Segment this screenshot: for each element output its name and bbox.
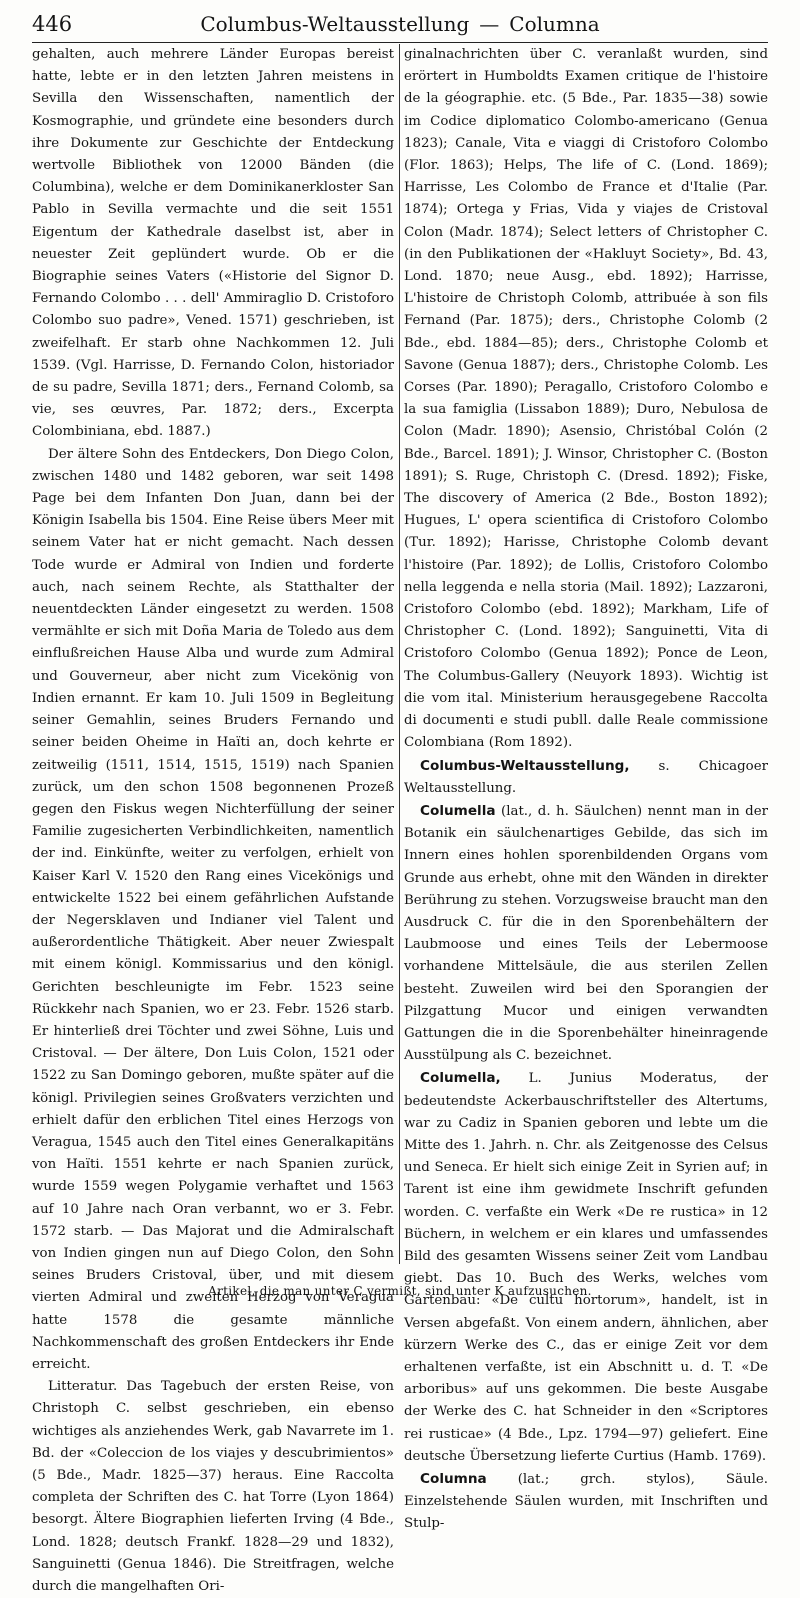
right-column	[404, 44, 768, 1536]
headword-columna: Columna	[420, 1471, 487, 1487]
title-dash: —	[479, 12, 500, 36]
entry-columna	[404, 1468, 768, 1536]
entry-columbus-weltausstellung	[404, 755, 768, 800]
entry-text-columella-author: L. Junius Moderatus, der bedeutendste Ackerbauschriftsteller des Altertums, war zu Cadiz in Spanien geboren und lebte um die Mitte des 1. Jahrh. n. Chr. als Zeitgenosse des Celsus und Seneca. Er hielt sich einige Zeit in Syrien auf; in Tarent ist eine ihm gewidmete Inschrift gefunden worden. C. verfaßte ein Werk «De re rustica» in 12 Büchern, in welchem er ein klares und umfassendes Bild des gesamten Wissens seiner Zeit vom Landbau giebt. Das 10. Buch des Werks, welches vom Gartenbau: «De cultu hortorum», handelt, ist in Versen abgefaßt. Von einem andern, ähnlichen, aber kürzern Werke des C., das er einige Zeit vor dem erhaltenen verfaßte, ist ein Abschnitt u. d. T. «De arboribus» auf uns gekommen. Die beste Ausgabe der Werke des C. hat Schneider in den «Scriptores rei rusticae» (4 Bde., Lpz. 1794—97) geliefert. Eine deutsche Übersetzung lieferte Curtius (Hamb. 1769).	[404, 1071, 768, 1464]
entry-text-columella-botany: (lat., d. h. Säulchen) nennt man in der Botanik ein säulchenartiges Gebilde, das sich im Innern eines hohlen sporenbildenden Organs vom Grunde aus erhebt, ohne mit den Wänden in direkter Berührung zu stehen. Vorzugsweise braucht man den Ausdruck C. für die in den Sporenbehältern der Laubmoose und eines Teils der Lebermoose vorhandene Mittelsäule, die aus sterilen Zellen besteht. Zuweilen wird bei den Sporangien der Pilzgattung Mucor und einigen verwandten Gattungen die in die Sporenbehälter hineinragende Ausstülpung als C. bezeichnet.	[404, 803, 768, 1064]
paragraph-diego-colon: Der ältere Sohn des Entdeckers, Don Diego Colon, zwischen 1480 und 1482 geboren, war seit 1498 Page bei dem Infanten Don Juan, dann bei der Königin Isabella bis 1504. Eine Reise übers Meer mit seinem Vater hat er nicht gemacht. Nach dessen Tode wurde er Admiral von Indien und forderte auch, nach seinem Rechte, als Statthalter der neuentdeckten Länder eingesetzt zu werden. 1508 vermählte er sich mit Doña Maria de Toledo aus dem einflußreichen Hause Alba und wurde zum Admiral und Gouverneur, aber nicht zum Vicekönig von Indien ernannt. Er kam 10. Juli 1509 in Begleitung seiner Gemahlin, seines Bruders Fernando und seiner beiden Oheime in Haïti an, doch kehrte er zeitweilig (1511, 1514, 1515, 1519) nach Spanien zurück, um den schon 1508 begonnenen Prozeß gegen den Fiskus wegen Nichterfüllung der seiner Familie zugesicherten Verbindlichkeiten, namentlich der ind. Einkünfte, weiter zu verfolgen, erhielt von Kaiser Karl V. 1520 den Rang eines Vicekönigs und entwickelte 1522 bei einem gefährlichen Aufstande der Negersklaven und Indianer viel Talent und außerordentliche Thätigkeit. Aber neuer Zwiespalt mit einem königl. Kommissarius und den königl. Gerichten beschleunigte im Febr. 1523 seine Rückkehr nach Spanien, wo er 23. Febr. 1526 starb. Er hinterließ drei Töchter und zwei Söhne, Luis und Cristoval. — Der ältere, Don Luis Colon, 1521 oder 1522 zu San Domingo geboren, mußte später auf die königl. Privilegien seines Großvaters verzichten und erhielt dafür den erblichen Titel eines Herzogs von Veragua, 1545 auch den Titel eines Generalkapitäns von Haïti. 1551 kehrte er nach Spanien zurück, wurde 1559 wegen Polygamie verhaftet und 1563 auf 10 Jahre nach Oran verbannt, wo er 3. Febr. 1572 starb. — Das Majorat und die Admiralschaft von Indien gingen nun auf Diego Colon, den Sohn seines Bruders Cristoval, über, und mit diesem vierten Admiral und zweiten Herzog von Veragua hatte 1578 die gesamte männliche Nachkommenschaft des großen Entdeckers ihr Ende erreicht.	[32, 446, 394, 1372]
footer-note: Artikel, die man unter C vermißt, sind unter K aufzusuchen.	[208, 1284, 592, 1298]
entry-text-columna: (lat.; grch. stylos), Säule. Einzelstehende Säulen wurden, mit Inschriften und Stulp-	[404, 1472, 768, 1532]
entry-text-columbus-weltausstellung: s. Chicagoer Weltausstellung.	[404, 758, 768, 796]
running-title-left: Columbus-Weltausstellung	[200, 12, 470, 36]
running-title-right: Columna	[509, 12, 600, 36]
headword-columbus-weltausstellung: Columbus-Weltausstellung,	[420, 757, 630, 774]
left-column	[32, 44, 394, 1598]
paragraph-literature-continued: ginalnachrichten über C. veranlaßt wurden, sind erörtert in Humboldts Examen critique de l'histoire de la géographie. etc. (5 Bde., Par. 1835—38) sowie im Codice diplomatico Colombo-americano (Genua 1823); Canale, Vita e viaggi di Cristoforo Colombo (Flor. 1863); Helps, The life of C. (Lond. 1869); Harrisse, Les Colombo de France et d'Italie (Par. 1874); Ortega y Frias, Vida y viajes de Cristoval Colon (Madr. 1874); Select letters of Christopher C. (in den Publikationen der «Hakluyt Society», Bd. 43, Lond. 1870; neue Ausg., ebd. 1892); Harrisse, L'histoire de Christoph Colomb, attribuée à son fils Fernand (Par. 1875); ders., Christophe Colomb (2 Bde., ebd. 1884—85); ders., Christophe Colomb et Savone (Genua 1887); ders., Christophe Colomb. Les Corses (Par. 1890); Peragallo, Cristoforo Colombo e la sua famiglia (Lissabon 1889); Duro, Nebulosa de Colon (Madr. 1890); Asensio, Christóbal Colón (2 Bde., Barcel. 1891); J. Winsor, Christopher C. (Boston 1891); S. Ruge, Christoph C. (Dresd. 1892); Fiske, The discovery of America (2 Bde., Boston 1892); Hugues, L' opera scientifica di Cristoforo Colombo (Tur. 1892); Harisse, Christophe Colomb devant l'histoire (Par. 1892); de Lollis, Cristoforo Colombo nella leggenda e nella storia (Mail. 1892); Lazzaroni, Cristoforo Colombo (ebd. 1892); Markham, Life of Christopher C. (Lond. 1892); Sanguinetti, Vita di Cristoforo Colombo (Genua 1892); Ponce de Leon, The Columbus-Gallery (Neuyork 1893). Wichtig ist die vom ital. Ministerium herausgegebene Raccolta di documenti e studi publl. dalle Reale commissione Colombiana (Rom 1892).	[404, 47, 768, 751]
entry-columella-botany	[404, 800, 768, 1067]
page-number: 446	[32, 12, 73, 36]
headword-columella-author: Columella,	[420, 1070, 501, 1087]
entry-columella-author	[404, 1067, 768, 1468]
column-divider	[399, 44, 400, 1264]
paragraph-fernando-colon: gehalten, auch mehrere Länder Europas bereist hatte, lebte er in den letzten Jahren meistens in Sevilla den Wissenschaften, namentlich der Kosmographie, und gründete eine besonders durch ihre Dokumente zur Geschichte der Entdeckung wertvolle Bibliothek von 12000 Bänden (die Columbina), welche er dem Dominikanerkloster San Pablo in Sevilla vermachte und die seit 1551 Eigentum der Kathedrale daselbst ist, aber in neuester Zeit geplündert wurde. Ob er die Biographie seines Vaters («Historie del Signor D. Fernando Colombo . . . dell' Ammiraglio D. Cristoforo Colombo suo padre», Vened. 1571) geschrieben, ist zweifelhaft. Er starb ohne Nachkommen 12. Juli 1539. (Vgl. Harrisse, D. Fernando Colon, historiador de su padre, Sevilla 1871; ders., Fernand Colomb, sa vie, ses œuvres, Par. 1872; ders., Excerpta Colombiniana, ebd. 1887.)	[32, 47, 394, 440]
running-title	[32, 12, 768, 36]
paragraph-literature: Litteratur. Das Tagebuch der ersten Reise, von Christoph C. selbst geschrieben, ein ebenso wichtiges als anziehendes Werk, gab Navarrete im 1. Bd. der «Coleccion de los viajes y descubrimientos» (5 Bde., Madr. 1825—37) heraus. Eine Raccolta completa der Schriften des C. hat Torre (Lyon 1864) besorgt. Ältere Biographien lieferten Irving (4 Bde., Lond. 1828; deutsch Frankf. 1828—29 und 1832), Sanguinetti (Genua 1846). Die Streitfragen, welche durch die mangelhaften Ori-	[32, 1379, 394, 1595]
headword-columella: Columella	[420, 802, 496, 819]
running-header	[32, 6, 768, 43]
